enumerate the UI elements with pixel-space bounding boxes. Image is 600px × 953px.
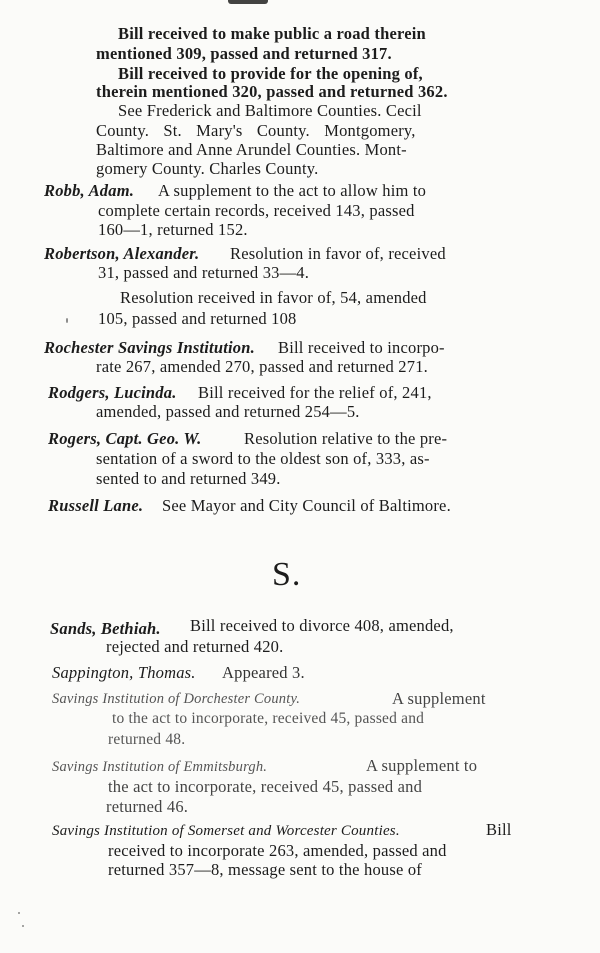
scan-speck bbox=[66, 318, 68, 323]
entry-line: A supplement to the act to allow him to bbox=[158, 181, 427, 200]
entry-line: therein mentioned 320, passed and returned 362. bbox=[96, 82, 448, 101]
entry-line: rejected and returned 420. bbox=[106, 637, 284, 656]
entry-line: sentation of a sword to the oldest son of, 333, as- bbox=[96, 449, 430, 468]
entry-line: See Mayor and City Council of Baltimore. bbox=[162, 496, 451, 515]
entry-line: Appeared 3. bbox=[222, 663, 305, 682]
entry-line: returned 48. bbox=[108, 731, 186, 748]
page-number-remnant bbox=[228, 0, 268, 4]
entry-line: sented to and returned 349. bbox=[96, 469, 281, 488]
entry-line: A supplement to bbox=[366, 756, 478, 775]
entry-line: Bill bbox=[486, 820, 512, 839]
entry-heading: Robb, Adam. bbox=[44, 181, 135, 200]
entry-line: gomery County. Charles County. bbox=[96, 159, 319, 178]
entry-heading: Savings Institution of Somerset and Worcester Counties. bbox=[52, 823, 400, 839]
entry-line: to the act to incorporate, received 45, passed and bbox=[112, 710, 425, 727]
entry-line: complete certain records, received 143, passed bbox=[98, 201, 415, 220]
entry-heading: Rochester Savings Institution. bbox=[44, 338, 255, 357]
entry-line: Bill received for the relief of, 241, bbox=[198, 383, 432, 402]
section-letter: S. bbox=[272, 556, 302, 593]
entry-line: amended, passed and returned 254—5. bbox=[96, 402, 360, 421]
entry-heading: Savings Institution of Dorchester County. bbox=[52, 691, 301, 707]
entry-line: Bill received to provide for the opening of, bbox=[118, 64, 423, 83]
entry-line: Resolution in favor of, received bbox=[230, 244, 446, 263]
entry-line: 31, passed and returned 33—4. bbox=[98, 263, 310, 282]
entry-line: 160—1, returned 152. bbox=[98, 220, 248, 239]
entry-heading: Russell Lane. bbox=[48, 496, 144, 515]
entry-line: returned 357—8, message sent to the house of bbox=[108, 860, 422, 879]
entry-line: the act to incorporate, received 45, passed and bbox=[108, 777, 423, 796]
entry-line: returned 46. bbox=[106, 797, 189, 816]
entry-line: See Frederick and Baltimore Counties. Cecil bbox=[118, 101, 422, 120]
entry-line: A supplement bbox=[392, 689, 486, 708]
entry-line: Bill received to make public a road therein bbox=[118, 24, 426, 43]
scan-speck bbox=[18, 912, 20, 914]
entry-line: mentioned 309, passed and returned 317. bbox=[96, 44, 392, 63]
entry-line: 105, passed and returned 108 bbox=[98, 309, 297, 328]
entry-line: received to incorporate 263, amended, passed and bbox=[108, 841, 447, 860]
entry-heading: Sands, Bethiah. bbox=[50, 619, 161, 638]
entry-line: Baltimore and Anne Arundel Counties. Mont- bbox=[96, 140, 407, 159]
entry-heading: Sappington, Thomas. bbox=[52, 663, 196, 682]
entry-heading: Savings Institution of Emmitsburgh. bbox=[52, 759, 268, 775]
entry-heading: Robertson, Alexander. bbox=[44, 244, 200, 263]
entry-heading: Rogers, Capt. Geo. W. bbox=[48, 429, 202, 448]
scan-speck bbox=[22, 925, 24, 927]
entry-heading: Rodgers, Lucinda. bbox=[48, 383, 177, 402]
entry-line: rate 267, amended 270, passed and returned 271. bbox=[96, 357, 428, 376]
entry-line: Bill received to divorce 408, amended, bbox=[190, 616, 454, 635]
entry-line: Bill received to incorpo- bbox=[278, 338, 445, 357]
entry-line: Resolution relative to the pre- bbox=[244, 429, 448, 448]
entry-line: County. St. Mary's County. Montgomery, bbox=[96, 121, 416, 140]
entry-line: Resolution received in favor of, 54, amended bbox=[120, 288, 427, 307]
